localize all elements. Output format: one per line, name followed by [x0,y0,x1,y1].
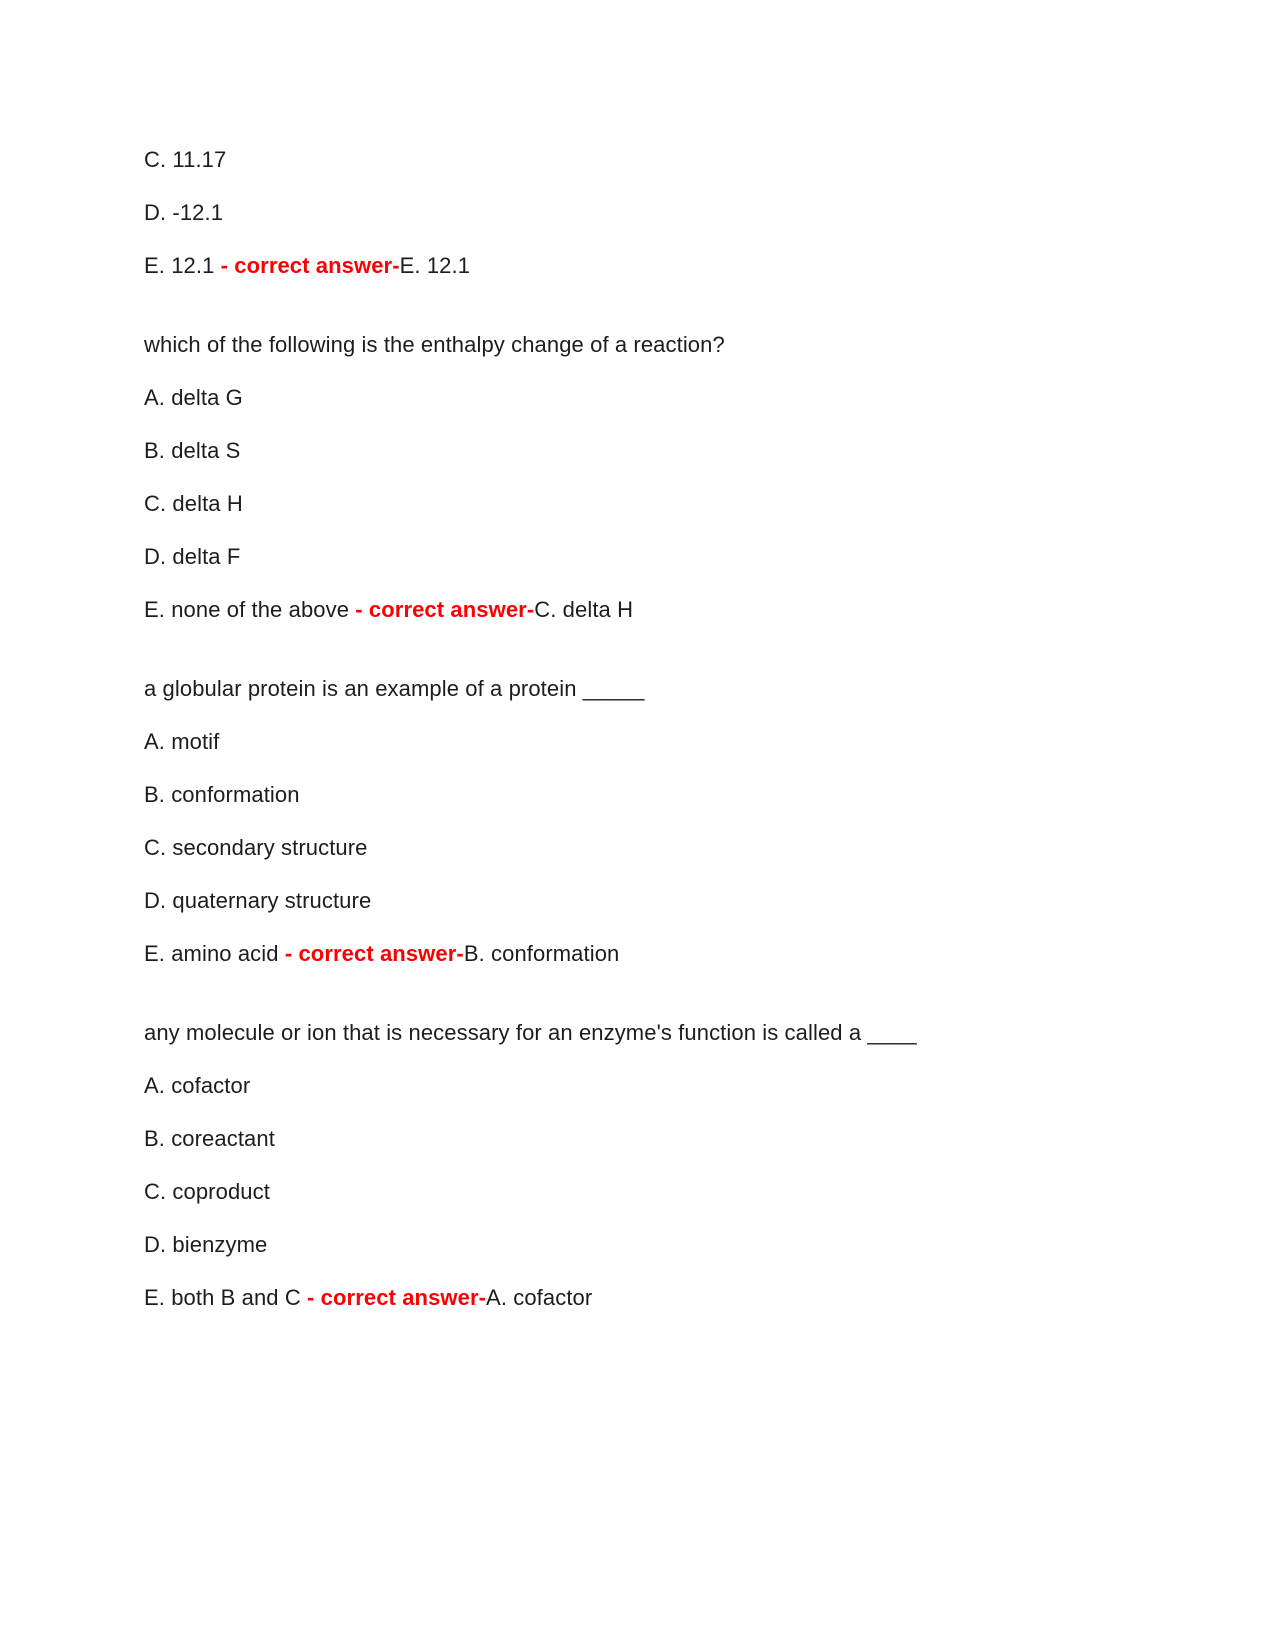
option-line [144,834,1165,861]
correct-answer-label: - correct answer- [220,253,400,278]
option-line [144,384,1165,411]
text-segment: A. delta G [144,385,243,410]
option-line-with-answer [144,1284,1165,1311]
text-segment: E. both B and C [144,1285,308,1310]
text-segment: A. motif [144,729,220,754]
correct-answer-label: - correct answer- [355,597,535,622]
option-line-with-answer [144,252,1165,279]
text-segment: A. cofactor [486,1285,593,1310]
option-line [144,543,1165,570]
question-text [144,1019,1165,1046]
option-line [144,728,1165,755]
text-segment: D. bienzyme [144,1232,268,1257]
question-block-enthalpy [144,331,1165,623]
text-segment: C. delta H [534,597,634,622]
text-segment: B. conformation [144,782,300,807]
option-line [144,1072,1165,1099]
option-line-with-answer [144,596,1165,623]
text-segment: B. coreactant [144,1126,275,1151]
option-line [144,437,1165,464]
text-segment: B. delta S [144,438,241,463]
option-line [144,146,1165,173]
text-segment: E. amino acid [144,941,285,966]
text-segment: C. 11.17 [144,147,227,172]
question-text [144,675,1165,702]
option-line [144,199,1165,226]
option-line [144,490,1165,517]
text-segment: B. conformation [463,941,620,966]
text-segment: C. delta H [144,491,243,516]
question-block-partial [144,146,1165,279]
option-line [144,1125,1165,1152]
text-segment: E. none of the above [144,597,356,622]
option-line [144,1231,1165,1258]
text-segment: C. coproduct [144,1179,270,1204]
option-line-with-answer [144,940,1165,967]
text-segment: a globular protein is an example of a protein _____ [144,676,645,701]
question-text [144,331,1165,358]
correct-answer-label: - correct answer- [284,941,464,966]
question-block-enzyme-cofactor [144,1019,1165,1311]
text-segment: which of the following is the enthalpy change of a reaction? [144,332,725,357]
correct-answer-label: - correct answer- [307,1285,487,1310]
option-line [144,887,1165,914]
text-segment: C. secondary structure [144,835,368,860]
text-segment: D. quaternary structure [144,888,372,913]
text-segment: any molecule or ion that is necessary for an enzyme's function is called a ____ [144,1020,917,1045]
option-line [144,1178,1165,1205]
text-segment: D. -12.1 [144,200,224,225]
text-segment: E. 12.1 [399,253,471,278]
question-block-globular-protein [144,675,1165,967]
option-line [144,781,1165,808]
text-segment: E. 12.1 [144,253,221,278]
text-segment: D. delta F [144,544,241,569]
text-segment: A. cofactor [144,1073,251,1098]
document-body [144,146,1165,1311]
